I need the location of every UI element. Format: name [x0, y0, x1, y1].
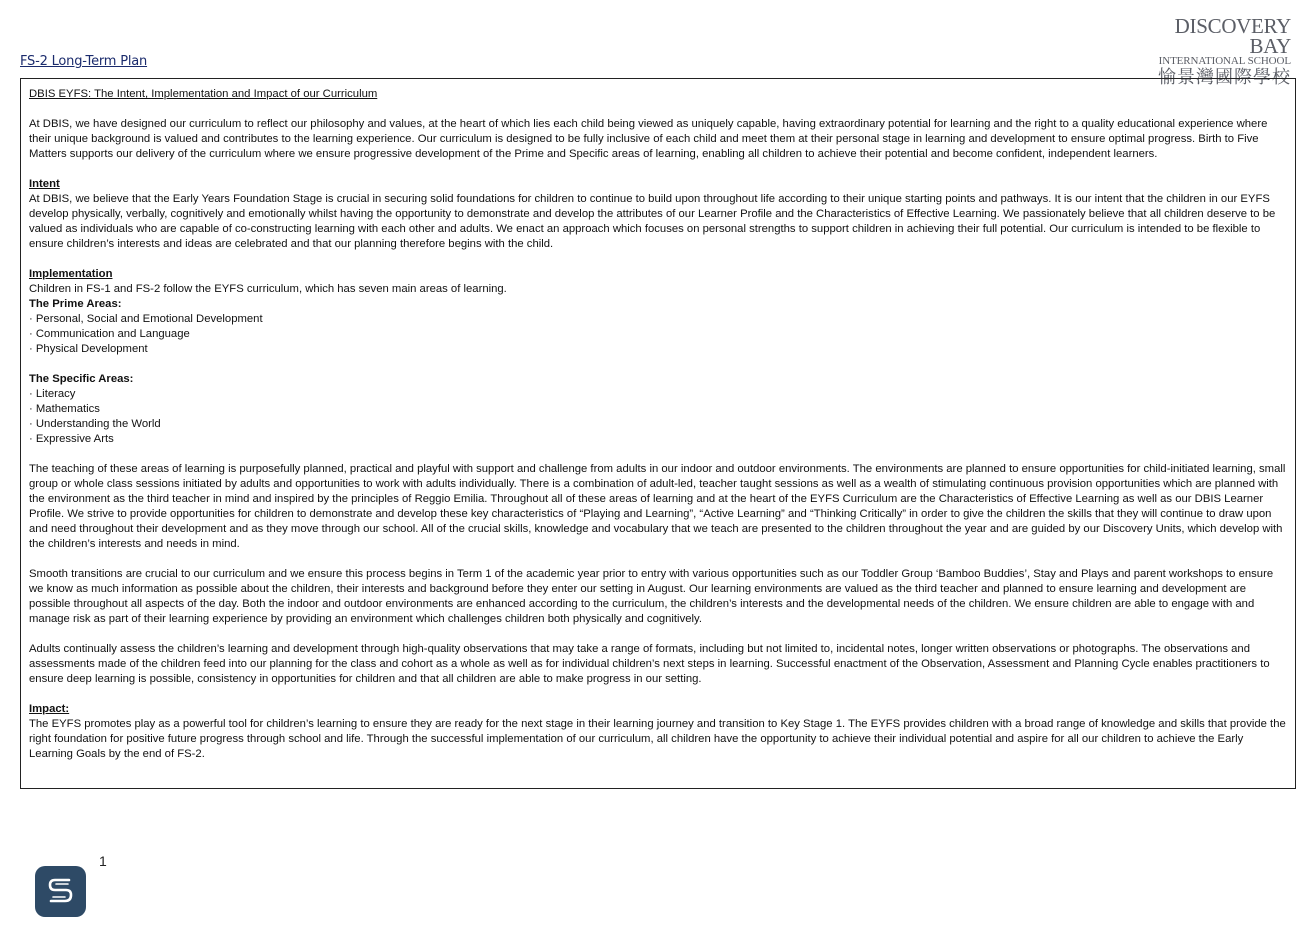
teaching-paragraph: The teaching of these areas of learning is purposefully planned, practical and playful with support and challenge from adults in our indoor and outdoor environments. The environments are planned to ensure opportunities for child-initiated learning, small group or whole class sessions initiated by adults and opportunities to work with adults individually. There is a combination of adult-led, teacher taught sessions as well as a wealth of stimulating continuous provision opportunities which are planned with the environment as the third teacher in mind and inspired by the principles of Reggio Emilia. Throughout all of these areas of learning and at the heart of the EYFS Curriculum are the Characteristics of Effective Learning as well as our DBIS Learner Profile. We strive to provide opportunities for children to demonstrate and develop these key characteristics of “Playing and Learning”, “Active Learning” and “Thinking Critically” in order to give the children the skills that they will continue to draw upon and need throughout their development and as they move through our school. All of the crucial skills, knowledge and vocabulary that we teach are presented to the children throughout the year and are guided by our Discovery Units, which develop with the children’s interests and needs in mind. — [29, 463, 1286, 550]
logo-line-english: DISCOVERY BAY — [1174, 14, 1291, 58]
implementation-heading: Implementation — [29, 268, 113, 280]
assessment-paragraph: Adults continually assess the children’s learning and development through high-quality observations that may take a range of formats, including but not limited to, incidental notes, longer written observations or photographs. The observations and assessments made of the children feed into our planning for the class and cohort as a whole as well as for individual children’s next steps in learning. Successful enactment of the Observation, Assessment and Planning Cycle enables practitioners to ensure deep learning is possible, consistency in opportunities for children and that all children are able to make progress in our setting. — [29, 643, 1270, 685]
specific-areas-list — [29, 387, 1287, 447]
list-item: · Understanding the World — [29, 418, 161, 430]
logo-line-chinese: 愉景灣國際學校 — [1158, 67, 1291, 88]
impact-paragraph: The EYFS promotes play as a powerful tool for children’s learning to ensure they are ready for the next stage in their learning journey and transition to Key Stage 1. The EYFS provides children with a broad range of knowledge and skills that provide the right foundation for positive future progress through school and life. Through the successful implementation of our curriculum, all children have the opportunity to achieve their individual potential and aspire for all our children to achieve the Early Learning Goals by the end of FS-2. — [29, 718, 1286, 760]
prime-areas-list — [29, 312, 1287, 357]
app-s-icon[interactable] — [35, 866, 86, 917]
impact-heading: Impact: — [29, 703, 70, 715]
intro-paragraph: At DBIS, we have designed our curriculum to reflect our philosophy and values, at the heart of which lies each child being viewed as uniquely capable, having extraordinary potential for learning and the right to a quality educational experience where their unique background is valued and contributes to the learning experience. Our curriculum is designed to be fully inclusive of each child and meet them at their personal stage in learning and development to ensure optimal progress. Birth to Five Matters supports our delivery of the curriculum where we ensure progressive development of the Prime and Specific areas of learning, enabling all children to achieve their potential and become confident, independent learners. — [29, 118, 1268, 160]
app-s-glyph — [35, 866, 86, 917]
list-item: · Mathematics — [29, 403, 100, 415]
impact-section — [29, 702, 1287, 762]
specific-areas-heading: The Specific Areas: — [29, 373, 134, 385]
logo-line-subtitle: INTERNATIONAL SCHOOL — [1158, 55, 1291, 67]
list-item: · Personal, Social and Emotional Development — [29, 313, 263, 325]
section-heading: DBIS EYFS: The Intent, Implementation and Impact of our Curriculum — [29, 88, 378, 100]
list-item: · Communication and Language — [29, 328, 190, 340]
specific-areas-section — [29, 372, 1287, 447]
intent-section — [29, 177, 1287, 252]
document-title: FS-2 Long-Term Plan — [20, 54, 148, 69]
implementation-intro: Children in FS-1 and FS-2 follow the EYFS curriculum, which has seven main areas of learning. — [29, 283, 507, 295]
prime-areas-heading: The Prime Areas: — [29, 298, 122, 310]
list-item: · Literacy — [29, 388, 76, 400]
transitions-paragraph: Smooth transitions are crucial to our curriculum and we ensure this process begins in Term 1 of the academic year prior to entry with various opportunities such as our Toddler Group ‘Bamboo Buddies’, Stay and Plays and parent workshops to ensure we know as much information as possible about the children, their interests and background before they enter our setting in August. Our learning environments are valued as the third teacher and planned to ensure learning and development are possible throughout all aspects of the day. Both the indoor and outdoor environments are enhanced according to the curriculum, the children’s interests and the developmental needs of the children. We ensure children are able to engage with and manage risk as part of their learning experience by providing an environment which challenges children both physically and cognitively. — [29, 568, 1274, 625]
intent-heading: Intent — [29, 178, 60, 190]
intent-paragraph: At DBIS, we believe that the Early Years Foundation Stage is crucial in securing solid foundations for children to continue to build upon throughout life according to their unique starting points and pathways. It is our intent that the children in our EYFS develop physically, verbally, cognitively and emotionally whilst having the opportunity to demonstrate and develop the attributes of our Learner Profile and the Characteristics of Effective Learning. We passionately believe that all children deserve to be valued as individuals who are capable of co-constructing learning with each other and adults. We enact an approach which focuses on personal strengths to support children in achieving their full potential. Our curriculum is intended to be flexible to ensure children’s interests and ideas are celebrated and that our planning therefore begins with the child. — [29, 193, 1276, 250]
implementation-section — [29, 267, 1287, 357]
list-item: · Expressive Arts — [29, 433, 114, 445]
list-item: · Physical Development — [29, 343, 148, 355]
page-number: 1 — [99, 853, 107, 869]
content-box — [20, 78, 1296, 789]
